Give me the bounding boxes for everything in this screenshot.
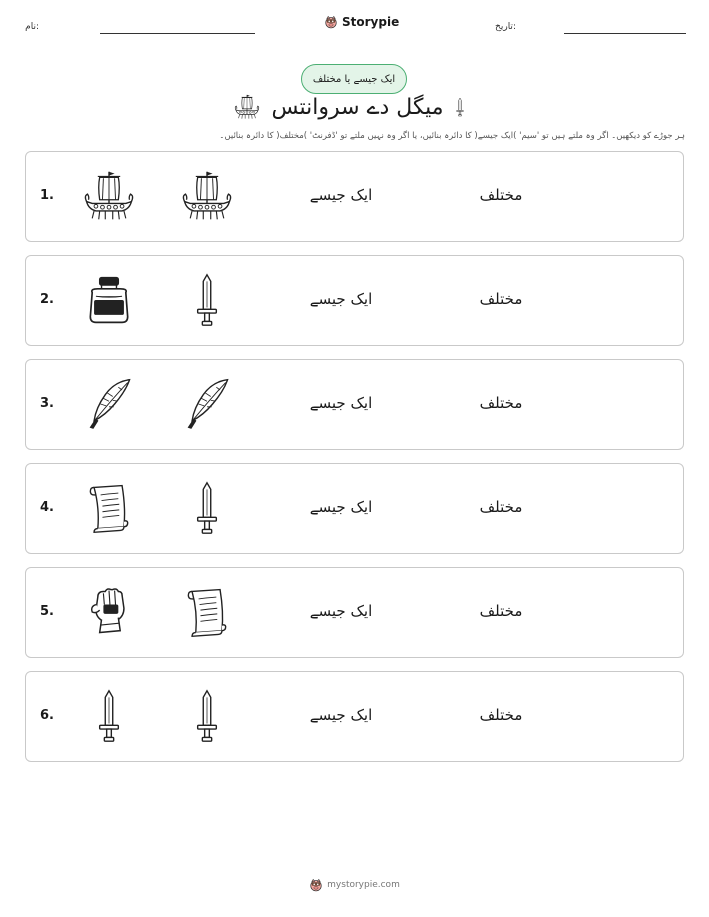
ship-icon: [233, 93, 261, 121]
same-option[interactable]: ایک جیسے: [309, 186, 373, 204]
scroll-icon: [81, 480, 137, 536]
row-number: 4.: [40, 500, 54, 515]
same-option[interactable]: ایک جیسے: [309, 602, 373, 620]
sword-icon: [179, 688, 235, 744]
exercise-row: [25, 359, 684, 450]
same-option[interactable]: ایک جیسے: [309, 290, 373, 308]
row-number: 3.: [40, 396, 54, 411]
row-number: 5.: [40, 604, 54, 619]
name-line[interactable]: [100, 33, 255, 34]
brand-logo: [324, 12, 399, 32]
sword-icon: [179, 272, 235, 328]
footer: [0, 878, 709, 892]
sword-icon: [454, 92, 476, 122]
exercise-row: [25, 463, 684, 554]
row-number: 2.: [40, 292, 54, 307]
title-row: [0, 92, 709, 122]
quill-icon: [81, 376, 137, 432]
same-option[interactable]: ایک جیسے: [309, 706, 373, 724]
pig-mascot-icon: [309, 878, 323, 892]
worksheet-type-pill: ایک جیسے یا مختلف: [301, 64, 407, 94]
sword-icon: [81, 688, 137, 744]
different-option[interactable]: مختلف: [479, 186, 523, 204]
ship-icon: [81, 168, 137, 224]
name-label: نام:: [25, 22, 39, 32]
row-number: 6.: [40, 708, 54, 723]
brand-name: Storypie: [342, 15, 400, 29]
different-option[interactable]: مختلف: [479, 602, 523, 620]
ship-icon: [179, 168, 235, 224]
footer-site: mystorypie.com: [327, 880, 400, 890]
date-line[interactable]: [564, 33, 686, 34]
page-title: میگل دے سروانتس: [271, 94, 444, 120]
same-option[interactable]: ایک جیسے: [309, 498, 373, 516]
gauntlet-icon: [81, 584, 137, 640]
ink-pot-icon: [81, 272, 137, 328]
row-number: 1.: [40, 188, 54, 203]
quill-icon: [179, 376, 235, 432]
exercise-row: [25, 567, 684, 658]
scroll-icon: [179, 584, 235, 640]
different-option[interactable]: مختلف: [479, 498, 523, 516]
different-option[interactable]: مختلف: [479, 706, 523, 724]
sword-icon: [179, 480, 235, 536]
exercise-row: [25, 255, 684, 346]
exercise-row: [25, 151, 684, 242]
worksheet-header: [0, 0, 709, 40]
exercise-row: [25, 671, 684, 762]
different-option[interactable]: مختلف: [479, 394, 523, 412]
same-option[interactable]: ایک جیسے: [309, 394, 373, 412]
pig-mascot-icon: [324, 15, 338, 29]
date-label: تاریخ:: [495, 22, 516, 32]
instructions: ہر جوڑے کو دیکھیں۔ اگر وہ ملتے ہیں تو 'سیم' )ایک جیسے( کا دائرہ بنائیں، یا اگر وہ نہیں ملتے تو 'ڈفرنٹ' )مختلف( کا دائرہ بنائیں۔: [219, 131, 685, 141]
different-option[interactable]: مختلف: [479, 290, 523, 308]
